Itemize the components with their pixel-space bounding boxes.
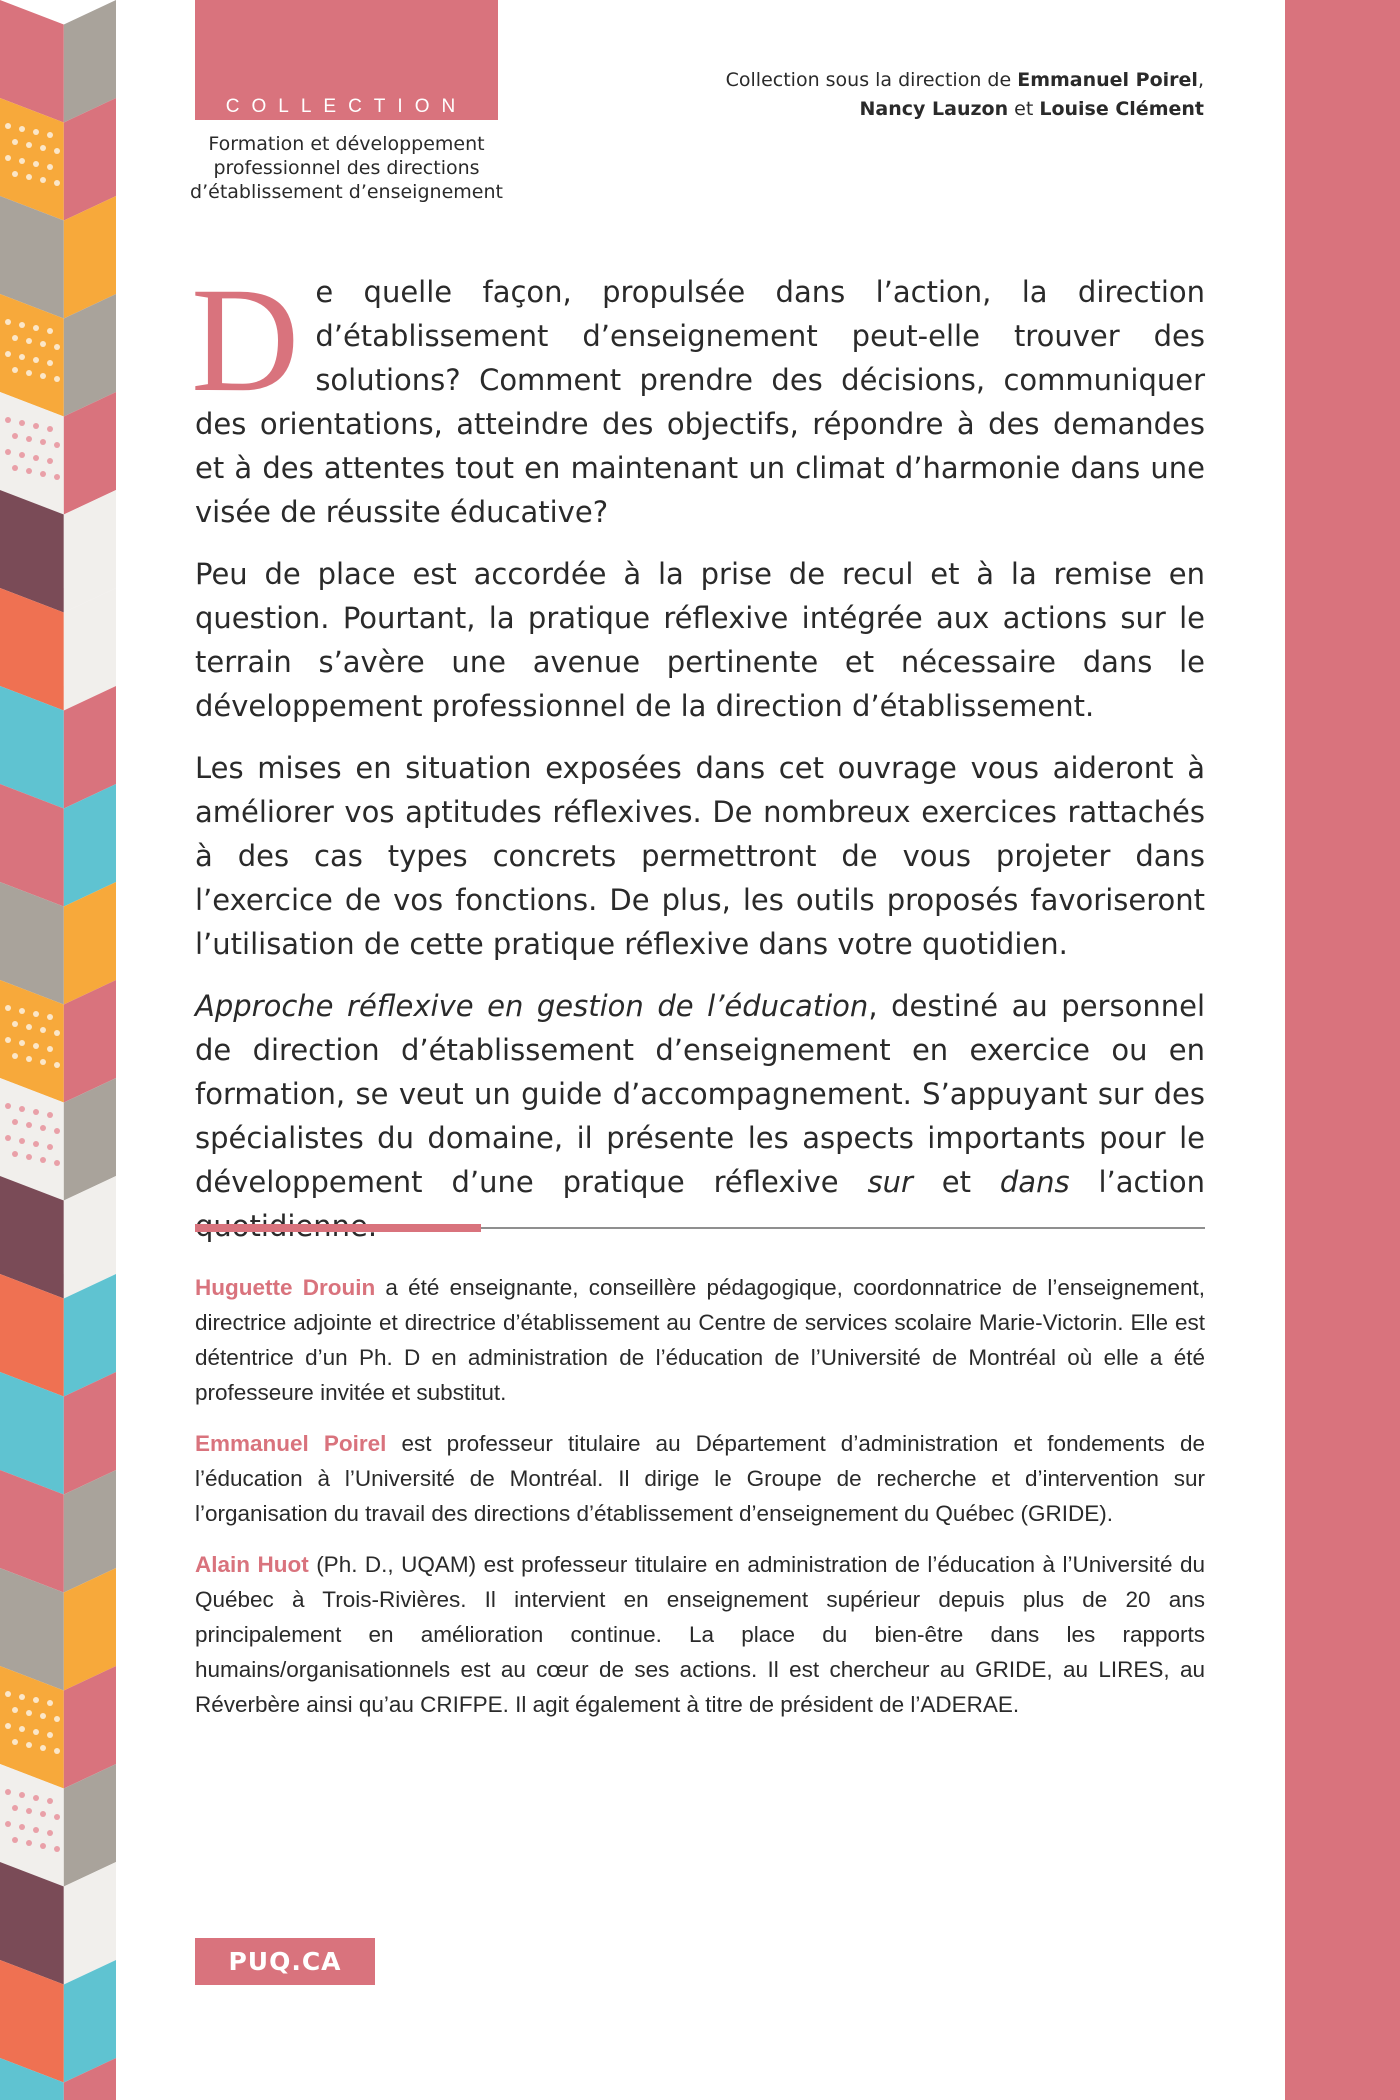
author-name: Emmanuel Poirel <box>195 1431 387 1456</box>
pattern-dot <box>26 1024 32 1030</box>
pattern-dot <box>54 1128 60 1134</box>
pattern-dot <box>33 1795 39 1801</box>
pattern-dot <box>26 1154 32 1160</box>
author-bio <box>195 1547 1205 1722</box>
pattern-dot <box>19 158 25 164</box>
conjunction: et <box>1014 98 1034 120</box>
pattern-dot <box>5 351 11 357</box>
pattern-dot <box>54 180 60 186</box>
description-paragraph: Peu de place est accordée à la prise de recul et à la remise en question. Pourtant, la pratique réflexive intégrée aux actions sur le terrain s’avère une avenue pertinente et nécessaire dans le développement professionnel de la direction d’établissement. <box>195 557 1205 723</box>
pattern-dot <box>54 148 60 154</box>
pattern-dot <box>19 126 25 132</box>
pattern-dot <box>54 1814 60 1820</box>
pattern-dot <box>54 344 60 350</box>
paragraph-text: l’action <box>1098 1165 1205 1199</box>
author-bio <box>195 1270 1205 1410</box>
pattern-dot <box>54 1716 60 1722</box>
pattern-dot <box>19 1040 25 1046</box>
pattern-dot <box>40 1811 46 1817</box>
pattern-dot <box>47 1732 53 1738</box>
pattern-dot <box>40 1125 46 1131</box>
pattern-dot <box>19 1008 25 1014</box>
pattern-dot <box>54 474 60 480</box>
book-title: Approche réflexive en gestion de l’éducation <box>195 989 869 1023</box>
pattern-dot <box>47 458 53 464</box>
direction-prefix: Collection sous la direction de <box>725 69 1012 91</box>
pattern-dot <box>26 142 32 148</box>
pattern-dot <box>54 442 60 448</box>
pattern-dot <box>5 1821 11 1827</box>
pattern-dot <box>26 1808 32 1814</box>
pattern-dot <box>12 335 18 341</box>
pattern-dot <box>40 471 46 477</box>
pattern-dot <box>33 1729 39 1735</box>
pattern-dot <box>47 1144 53 1150</box>
series-direction-credit: Collection sous la direction de Emmanuel Poirel, Nancy Lauzon et Louise Clément <box>725 69 1204 120</box>
pattern-dot <box>12 1151 18 1157</box>
pattern-dot <box>26 338 32 344</box>
pattern-dot <box>5 1789 11 1795</box>
pattern-dot <box>26 1056 32 1062</box>
pattern-dot <box>47 1014 53 1020</box>
book-description <box>191 257 1205 1266</box>
decorative-side-band <box>1285 0 1400 2100</box>
pattern-dot <box>40 1745 46 1751</box>
pattern-dot <box>19 1824 25 1830</box>
pattern-dot <box>54 1062 60 1068</box>
pattern-dot <box>12 1739 18 1745</box>
pattern-dot <box>54 1846 60 1852</box>
pattern-dot <box>5 1723 11 1729</box>
pattern-dot <box>33 1109 39 1115</box>
author-bio-text: est professeur titulaire au Département d’administration et fondements de l’éducation à l’Université de Montréal. Il dirige le Groupe de recherche et d’intervention sur l’organisation du travail des directions d’établissement d’enseignement du Québec (GRIDE). <box>195 1431 1205 1526</box>
pattern-dot <box>47 360 53 366</box>
pattern-dot <box>40 145 46 151</box>
pattern-dot <box>5 449 11 455</box>
pattern-dot <box>54 1030 60 1036</box>
pattern-dot <box>5 417 11 423</box>
pattern-dot <box>12 1021 18 1027</box>
pattern-dot <box>12 171 18 177</box>
pattern-dot <box>12 1707 18 1713</box>
author-bio-text: a été enseignante, conseillère pédagogique, coordonnatrice de l’enseignement, directrice adjointe et directrice d’établissement au Centre de services scolaire Marie-Victorin. Elle est détentrice d’un Ph. D en administration de l’éducation de l’Université de Montréal où elle a été professeure invitée et substitut. <box>195 1275 1205 1405</box>
divider-accent <box>195 1224 481 1232</box>
director-name: Nancy Lauzon <box>859 98 1009 120</box>
pattern-dot <box>5 1135 11 1141</box>
pattern-dot <box>26 1122 32 1128</box>
emphasis-text: dans <box>999 1165 1070 1199</box>
pattern-dot <box>33 423 39 429</box>
pattern-dot <box>47 1046 53 1052</box>
pattern-dot <box>19 354 25 360</box>
pattern-dot <box>40 341 46 347</box>
collection-label: COLLECTION <box>225 96 468 117</box>
pattern-dot <box>47 328 53 334</box>
pattern-dot <box>5 155 11 161</box>
pattern-dot <box>12 1837 18 1843</box>
pattern-dot <box>40 439 46 445</box>
pattern-dot <box>33 161 39 167</box>
collection-title: Formation et développement professionnel des directions d’établissement d’enseignement <box>190 133 503 203</box>
pattern-dot <box>26 370 32 376</box>
pattern-dot <box>40 1713 46 1719</box>
drop-cap-letter: D <box>191 257 300 423</box>
publisher-website-link[interactable]: PUQ.CA <box>195 1938 375 1985</box>
pattern-dot <box>33 1827 39 1833</box>
pattern-dot <box>19 420 25 426</box>
description-paragraph <box>195 984 1205 1248</box>
pattern-dot <box>54 1160 60 1166</box>
pattern-dot <box>12 1805 18 1811</box>
pattern-dot <box>54 1748 60 1754</box>
pattern-dot <box>19 1694 25 1700</box>
pattern-dot <box>33 129 39 135</box>
decorative-pattern-strip <box>0 0 116 2100</box>
emphasis-text: sur <box>867 1165 913 1199</box>
pattern-dot <box>33 357 39 363</box>
pattern-dot <box>12 465 18 471</box>
pattern-dot <box>19 452 25 458</box>
pattern-dot <box>40 1027 46 1033</box>
pattern-dot <box>33 1141 39 1147</box>
author-name: Alain Huot <box>195 1552 309 1577</box>
pattern-dot <box>47 1700 53 1706</box>
pattern-dot <box>40 1059 46 1065</box>
pattern-dot <box>26 436 32 442</box>
paragraph-text: et <box>912 1165 1000 1199</box>
pattern-dot <box>19 322 25 328</box>
pattern-dot <box>33 1011 39 1017</box>
pattern-dot <box>54 376 60 382</box>
pattern-dot <box>12 1053 18 1059</box>
pattern-dot <box>33 455 39 461</box>
pattern-dot <box>26 1840 32 1846</box>
pattern-dot <box>40 1843 46 1849</box>
pattern-dot <box>40 1157 46 1163</box>
paragraph-text: e quelle façon, propulsée dans l’action, la direction d’établissement d’enseignement peut-elle trouver des solutions? Comment prendre des décisions, communiquer des orientations, atteindre des objectifs, répondre à des demandes et à des attentes tout en maintenant un climat d’harmonie dans une visée de réussite éducative? <box>195 275 1205 529</box>
pattern-dot <box>12 367 18 373</box>
director-name: Louise Clément <box>1039 98 1204 120</box>
pattern-dot <box>5 123 11 129</box>
geometric-pattern-graphic <box>0 0 116 2100</box>
pattern-dot <box>19 1792 25 1798</box>
pattern-dot <box>47 132 53 138</box>
pattern-dot <box>26 1710 32 1716</box>
pattern-dot <box>26 174 32 180</box>
pattern-dot <box>5 1005 11 1011</box>
pattern-dot <box>19 1106 25 1112</box>
pattern-dot <box>33 1697 39 1703</box>
pattern-dot <box>47 1112 53 1118</box>
pattern-dot <box>12 433 18 439</box>
author-bio-text: (Ph. D., UQAM) est professeur titulaire en administration de l’éducation à l’Université du Québec à Trois-Rivières. Il intervient en enseignement supérieur depuis plus de 20 ans principalement en amélioration continue. La place du bien-être dans les rapports humains/organisationnels est au cœur de ses actions. Il est chercheur au GRIDE, au LIRES, au Réverbère ainsi qu’au CRIFPE. Il agit également à titre de président de l’ADERAE. <box>195 1552 1205 1717</box>
pattern-dot <box>47 426 53 432</box>
pattern-dot <box>47 1798 53 1804</box>
pattern-dot <box>33 1043 39 1049</box>
pattern-dot <box>5 1037 11 1043</box>
pattern-dot <box>12 1119 18 1125</box>
pattern-dot <box>33 325 39 331</box>
pattern-dot <box>19 1726 25 1732</box>
pattern-dot <box>12 139 18 145</box>
pattern-dot <box>26 468 32 474</box>
author-bio <box>195 1426 1205 1531</box>
pattern-dot <box>5 1103 11 1109</box>
pattern-dot <box>5 1691 11 1697</box>
description-paragraph <box>191 257 1205 534</box>
section-divider <box>195 1224 1205 1232</box>
pattern-dot <box>26 1742 32 1748</box>
description-paragraph: Les mises en situation exposées dans cet ouvrage vous aideront à améliorer vos aptitudes réflexives. De nombreux exercices rattachés à des cas types concrets permettront de vous projeter dans l’exercice de vos fonctions. De plus, les outils proposés favoriseront l’utilisation de cette pratique réflexive dans votre quotidien. <box>195 751 1205 961</box>
paragraph-text: , destiné au personnel de direction d’établissement d’enseignement en exercice ou en formation, se veut un guide d’accompagnement. S’appuyant sur des spécialistes du domaine, il présente les aspects importants pour le développement d’une pratique réflexive <box>195 989 1205 1199</box>
pattern-dot <box>19 1138 25 1144</box>
pattern-dot <box>47 1830 53 1836</box>
pattern-dot <box>47 164 53 170</box>
pattern-dot <box>40 177 46 183</box>
pattern-dot <box>5 319 11 325</box>
author-bios <box>195 1270 1205 1738</box>
pattern-dot <box>40 373 46 379</box>
director-name: Emmanuel Poirel <box>1017 69 1198 91</box>
author-name: Huguette Drouin <box>195 1275 376 1300</box>
